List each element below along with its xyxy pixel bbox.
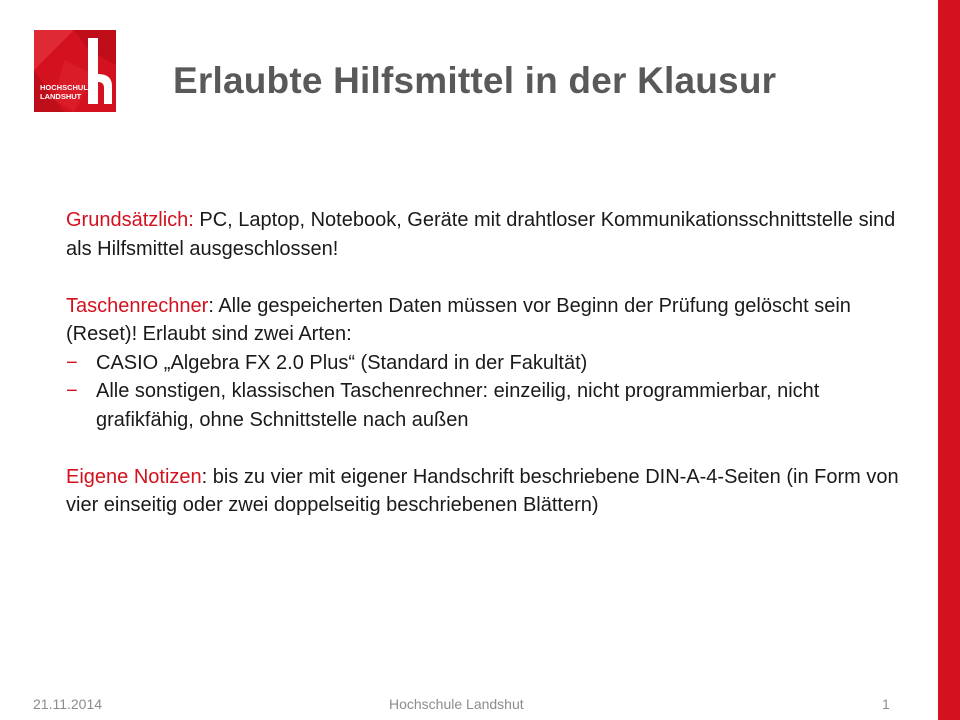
spacer (66, 263, 916, 292)
keyword-eigene-notizen: Eigene Notizen (66, 465, 202, 488)
dash-bullet-icon: − (66, 380, 78, 402)
footer-institution: Hochschule Landshut (389, 696, 524, 712)
logo-text-1: HOCHSCHULE (40, 83, 93, 92)
bullet-item (66, 377, 916, 434)
keyword-taschenrechner: Taschenrechner (66, 294, 209, 317)
slide-title: Erlaubte Hilfsmittel in der Klausur (173, 60, 777, 101)
keyword-grundsaetzlich: Grundsätzlich: (66, 209, 194, 231)
bullet-text: Alle sonstigen, klassischen Taschenrechner: einzeilig, nicht programmierbar, nicht grafikfähig, ohne Schnittstelle nach außen (96, 380, 820, 431)
slide-content (66, 206, 916, 520)
bullet-item (66, 349, 916, 378)
logo-graphic (34, 30, 116, 112)
hochschule-landshut-logo (34, 30, 116, 112)
spacer (66, 434, 916, 463)
section-grundsaetzlich (66, 206, 916, 263)
dash-bullet-icon: − (66, 351, 78, 374)
footer-page-number: 1 (882, 696, 890, 712)
text-taschenrechner: : Alle gespeicherten Daten müssen vor Beginn der Prüfung gelöscht sein (Reset)! Erlaubt sind zwei Arten: (66, 294, 851, 345)
text-eigene-notizen: : bis zu vier mit eigener Handschrift beschriebene DIN-A-4-Seiten (in Form von vier einseitig oder zwei doppelseitig beschriebenen Blättern) (66, 465, 899, 516)
footer-date: 21.11.2014 (33, 696, 103, 712)
logo-text-2: LANDSHUT (40, 92, 82, 101)
right-accent-bar (938, 0, 960, 720)
text-grundsaetzlich: PC, Laptop, Notebook, Geräte mit drahtloser Kommunikationsschnittstelle sind als Hilfsmittel ausgeschlossen! (66, 209, 896, 260)
section-taschenrechner (66, 292, 916, 349)
section-eigene-notizen (66, 463, 916, 520)
bullet-text: CASIO „Algebra FX 2.0 Plus“ (Standard in der Fakultät) (96, 351, 588, 374)
